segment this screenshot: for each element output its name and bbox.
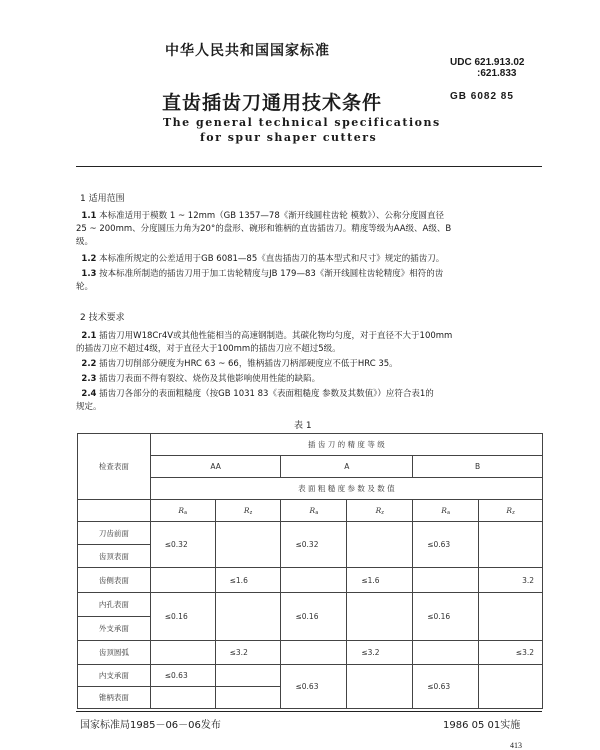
value-cell: ≤0.63 bbox=[413, 665, 479, 709]
value-cell: ≤3.2 bbox=[347, 641, 413, 665]
surface-label: 锥柄表面 bbox=[78, 687, 151, 709]
surface-label: 刀齿前面 bbox=[78, 522, 151, 545]
clause-1-1 bbox=[76, 210, 546, 249]
clause-text: 插齿刀用W18Cr4V或其他性能相当的高速钢制造。其碳化物均匀度，对于直径不大于100mm bbox=[99, 331, 453, 341]
param-header: $R_a$ bbox=[413, 500, 479, 522]
empty-cell bbox=[347, 665, 413, 709]
clause-number: 2.1 bbox=[81, 331, 97, 341]
clause-2-4 bbox=[76, 388, 546, 414]
value-cell: ≤3.2 bbox=[215, 641, 281, 665]
page-number: 413 bbox=[510, 741, 522, 750]
clause-number: 2.3 bbox=[81, 374, 97, 384]
grade-header: B bbox=[413, 456, 543, 478]
empty-cell bbox=[281, 568, 347, 593]
clause-text: 本标准适用于模数 1 ~ 12mm（GB 1357—78《渐开线圆柱齿轮 模数》）、公称分度圆直径 bbox=[99, 211, 444, 221]
table-caption: 表 1 bbox=[294, 421, 312, 431]
section-1-heading: 1 适用范围 bbox=[80, 194, 125, 204]
clause-1-3 bbox=[76, 268, 546, 294]
empty-cell bbox=[347, 522, 413, 568]
header-divider bbox=[76, 166, 542, 167]
empty-cell bbox=[78, 500, 151, 522]
empty-cell bbox=[479, 593, 543, 641]
english-title-line-2: for spur shaper cutters bbox=[200, 131, 378, 144]
empty-cell bbox=[281, 641, 347, 665]
clause-text: 轮。 bbox=[76, 282, 94, 292]
value-cell: ≤1.6 bbox=[347, 568, 413, 593]
empty-cell bbox=[479, 522, 543, 568]
clause-text: 插齿刀各部分的表面粗糙度（按GB 1031 83《表面粗糙度 参数及其数值》）应符合表1的 bbox=[99, 389, 434, 399]
value-cell: ≤3.2 bbox=[479, 641, 543, 665]
clause-number: 1.1 bbox=[81, 211, 97, 221]
param-header: $R_z$ bbox=[215, 500, 281, 522]
param-header: $R_a$ bbox=[150, 500, 215, 522]
clause-text: 插齿刀表面不得有裂纹、烧伤及其他影响使用性能的缺陷。 bbox=[99, 374, 321, 384]
surface-label: 外支承面 bbox=[78, 617, 151, 641]
empty-cell bbox=[413, 568, 479, 593]
clause-text: 的插齿刀应不超过4级，对于直径大于100mm的插齿刀应不超过5级。 bbox=[76, 344, 341, 354]
surface-label: 内支承面 bbox=[78, 665, 151, 687]
grade-header: AA bbox=[150, 456, 281, 478]
clause-number: 2.2 bbox=[81, 359, 97, 369]
issue-date: 国家标准局1985－06－06发布 bbox=[80, 720, 221, 731]
footer-divider bbox=[76, 711, 542, 712]
accuracy-grade-header: 插 齿 刀 的 精 度 等 级 bbox=[150, 434, 542, 456]
udc-code bbox=[450, 57, 525, 79]
clause-2-3 bbox=[76, 373, 546, 386]
value-cell: ≤0.63 bbox=[150, 665, 215, 687]
clause-1-2 bbox=[76, 253, 546, 266]
empty-cell bbox=[215, 593, 281, 641]
clause-text: 本标准所规定的公差适用于GB 6081—85《直齿插齿刀的基本型式和尺寸》规定的插齿刀。 bbox=[99, 254, 445, 264]
value-cell: ≤0.16 bbox=[281, 593, 347, 641]
udc-line-2: :621.833 bbox=[477, 68, 517, 79]
clause-number: 1.2 bbox=[81, 254, 97, 264]
empty-cell bbox=[150, 568, 215, 593]
clause-text: 按本标准所制造的插齿刀用于加工齿轮精度与JB 179—83《渐开线圆柱齿轮精度》相符的齿 bbox=[99, 269, 444, 279]
empty-cell bbox=[215, 687, 281, 709]
empty-cell bbox=[413, 641, 479, 665]
surface-roughness-table bbox=[77, 433, 543, 709]
value-cell: ≤1.6 bbox=[215, 568, 281, 593]
empty-cell bbox=[215, 522, 281, 568]
value-cell: ≤0.63 bbox=[413, 522, 479, 568]
grade-header: A bbox=[281, 456, 413, 478]
section-2-heading: 2 技术要求 bbox=[80, 313, 125, 323]
param-header: $R_a$ bbox=[281, 500, 347, 522]
param-header: $R_z$ bbox=[347, 500, 413, 522]
surface-label: 齿顶圆弧 bbox=[78, 641, 151, 665]
table-corner-header: 检查表面 bbox=[78, 434, 151, 500]
empty-cell bbox=[347, 593, 413, 641]
clause-2-1 bbox=[76, 330, 546, 356]
clause-number: 1.3 bbox=[81, 269, 97, 279]
empty-cell bbox=[150, 687, 215, 709]
empty-cell bbox=[215, 665, 281, 687]
param-header: $R_z$ bbox=[479, 500, 543, 522]
clause-text: 插齿刀切削部分硬度为HRC 63 ~ 66，锥柄插齿刀柄部硬度应不低于HRC 35。 bbox=[99, 359, 398, 369]
clause-text: 级。 bbox=[76, 237, 94, 247]
empty-cell bbox=[479, 665, 543, 709]
value-cell: ≤0.16 bbox=[413, 593, 479, 641]
empty-cell bbox=[150, 641, 215, 665]
value-cell: ≤0.32 bbox=[150, 522, 215, 568]
effective-date: 1986 05 01实施 bbox=[443, 720, 521, 731]
issuing-authority: 中华人民共和国国家标准 bbox=[165, 43, 330, 59]
document-title: 直齿插齿刀通用技术条件 bbox=[162, 92, 383, 114]
standard-number: GB 6082 85 bbox=[450, 91, 514, 102]
udc-line-1: UDC 621.913.02 bbox=[450, 57, 525, 68]
surface-label: 齿顶表面 bbox=[78, 545, 151, 568]
clause-text: 25 ~ 200mm、分度圆压力角为20°的盘形、碗形和锥柄的直齿插齿刀。精度等级为AA级、A级、B bbox=[76, 224, 452, 234]
value-cell: ≤0.32 bbox=[281, 522, 347, 568]
clause-text: 规定。 bbox=[76, 402, 102, 412]
surface-label: 齿侧表面 bbox=[78, 568, 151, 593]
clause-number: 2.4 bbox=[81, 389, 97, 399]
english-title-line-1: The general technical specifications bbox=[163, 116, 441, 129]
value-cell: ≤0.16 bbox=[150, 593, 215, 641]
value-cell: ≤0.63 bbox=[281, 665, 347, 709]
value-cell: 3.2 bbox=[479, 568, 543, 593]
clause-2-2 bbox=[76, 358, 546, 371]
surface-label: 内孔表面 bbox=[78, 593, 151, 617]
roughness-param-header: 表 面 粗 糙 度 参 数 及 数 值 bbox=[150, 478, 542, 500]
